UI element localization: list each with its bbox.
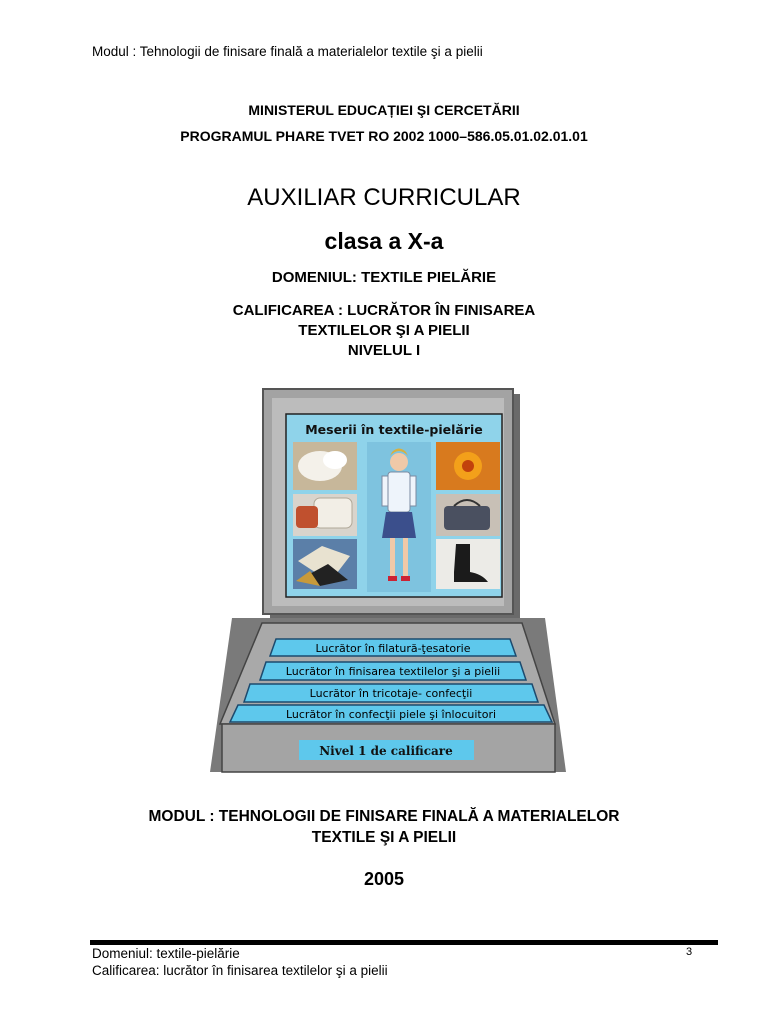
qualification-line-1: CALIFICAREA : LUCRĂTOR ÎN FINISAREA <box>232 302 536 319</box>
keyboard-row-3 <box>244 684 538 702</box>
keyboard-row-4-label: Lucrător în confecţii piele şi înlocuitori <box>285 708 497 721</box>
programme-code: PROGRAMUL PHARE TVET RO 2002 1000–586.05.01.02.01.01 <box>180 128 588 144</box>
photo-handbag <box>436 494 500 536</box>
keyboard-row-2-label: Lucrător în finisarea textilelor şi a pielii <box>285 665 501 678</box>
domain-heading: DOMENIUL: TEXTILE PIELĂRIE <box>271 269 497 286</box>
ministry-name: MINISTERUL EDUCAȚIEI ŞI CERCETĂRII <box>248 102 520 118</box>
page-number: 3 <box>686 946 693 958</box>
running-header: Modul : Tehnologii de finisare finală a materialelor textile şi a pielii <box>92 44 483 59</box>
module-title <box>0 806 768 848</box>
module-title-line-2: TEXTILE ŞI A PIELII <box>311 829 457 846</box>
qualification-heading <box>0 301 768 361</box>
screen-title: Meserii în textile-pielărie <box>305 422 483 437</box>
publication-year: 2005 <box>363 869 405 889</box>
photo-boot <box>436 539 500 589</box>
keyboard-row-4 <box>230 705 552 722</box>
keyboard-row-1 <box>270 639 516 656</box>
photo-flower <box>436 442 500 490</box>
footer-domain: Domeniul: textile-pielărie <box>92 946 240 961</box>
level-badge-label: Nivel 1 de calificare <box>319 744 453 758</box>
module-title-line-1: MODUL : TEHNOLOGII DE FINISARE FINALĂ A MATERIALELOR <box>148 808 620 825</box>
photo-fabrics <box>293 539 357 589</box>
qualification-line-2: TEXTILELOR ŞI A PIELII <box>298 322 470 339</box>
footer-divider <box>90 940 718 945</box>
document-type-title: AUXILIAR CURRICULAR <box>247 184 521 211</box>
computer-illustration <box>210 386 566 776</box>
photo-yarn-spools <box>293 494 357 536</box>
qualification-level: NIVELUL I <box>347 342 421 359</box>
keyboard-row-2 <box>260 662 526 680</box>
class-level: clasa a X-a <box>324 228 444 254</box>
footer-qualification: Calificarea: lucrător în finisarea textilelor şi a pielii <box>92 963 388 978</box>
keyboard-row-1-label: Lucrător în filatură-ţesatorie <box>315 642 471 655</box>
fashion-figure <box>367 442 431 592</box>
photo-cotton <box>293 442 357 490</box>
keyboard-row-3-label: Lucrător în tricotaje- confecţii <box>309 687 473 700</box>
